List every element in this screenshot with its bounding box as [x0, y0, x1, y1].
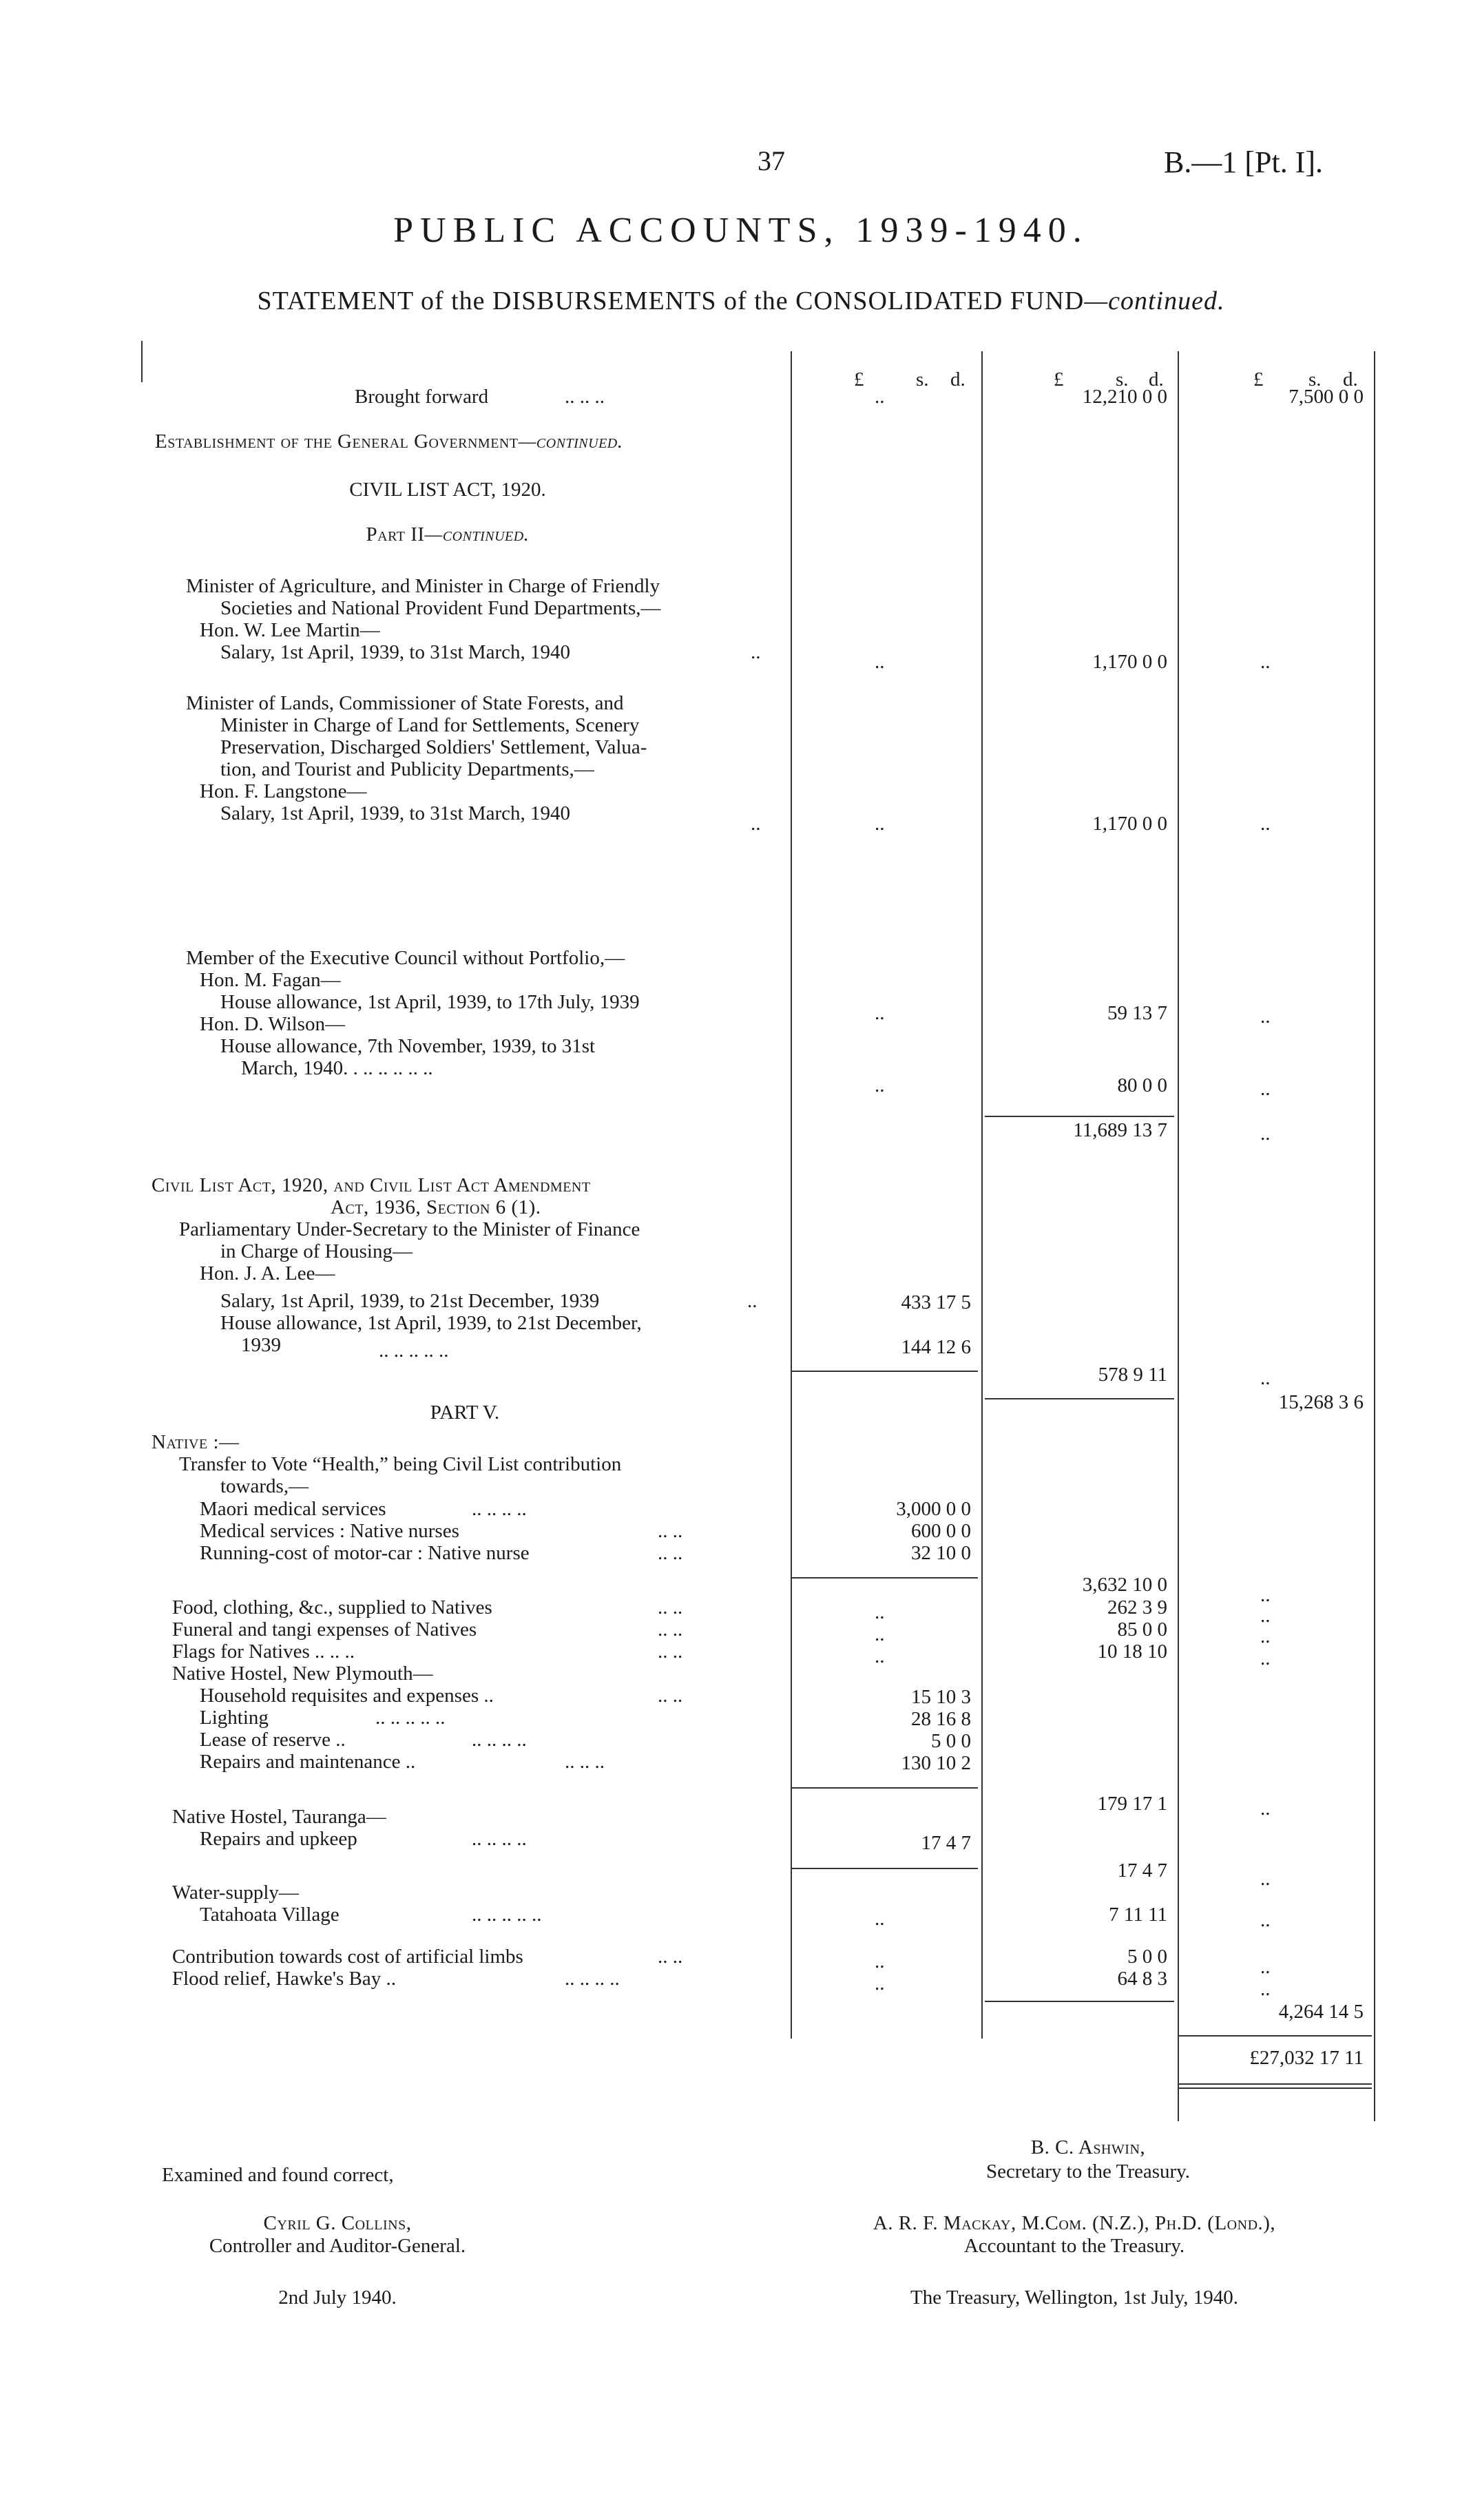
col3-pence-header: d.	[1343, 368, 1358, 391]
motor-car-label: Running-cost of motor-car : Native nurse	[200, 1542, 530, 1564]
transfer-total-col3: ..	[1260, 1584, 1271, 1606]
lighting-leaders: .. .. .. .. ..	[375, 1707, 446, 1729]
hostel-np-total-col2: 179 17 1	[1097, 1793, 1167, 1815]
col1-pence-header: d.	[950, 368, 966, 391]
col2-pound-header: £	[1054, 368, 1064, 391]
brought-forward-col3: 7,500 0 0	[1288, 386, 1364, 408]
margin-rule	[141, 341, 143, 382]
amendment-line-2: Act, 1936, Section 6 (1).	[331, 1196, 541, 1218]
lee-house-leaders: .. .. .. .. ..	[379, 1340, 449, 1362]
wilson-col2: 80 0 0	[1117, 1074, 1167, 1096]
page-title: PUBLIC ACCOUNTS, 1939-1940.	[393, 211, 1089, 250]
col1-pound-header: £	[854, 368, 864, 391]
native-nurses-leaders: .. ..	[658, 1520, 683, 1542]
lands-col3: ..	[1260, 813, 1271, 835]
lee-rule	[792, 1371, 978, 1372]
amendment-line-3: Parliamentary Under-Secretary to the Minister of Finance	[179, 1218, 640, 1240]
hostel-np-rule	[792, 1787, 978, 1789]
brought-forward-col2: 12,210 0 0	[1082, 386, 1167, 408]
collins-name	[124, 2212, 551, 2234]
subtitle-continued: —continued.	[1084, 287, 1225, 315]
agriculture-col1: ..	[875, 651, 885, 673]
flags-label: Flags for Natives .. .. ..	[172, 1641, 355, 1663]
hostel-t-leaders: .. .. .. ..	[472, 1828, 527, 1850]
maori-medical-col1: 3,000 0 0	[896, 1498, 971, 1520]
transfer-rule	[792, 1577, 978, 1579]
lease-col1: 5 0 0	[931, 1730, 971, 1752]
lighting-col1: 28 16 8	[911, 1708, 971, 1730]
agriculture-line-4: Salary, 1st April, 1939, to 31st March, 1940	[220, 641, 570, 663]
amendment-line-6: Salary, 1st April, 1939, to 21st December, 1939	[220, 1290, 600, 1312]
hostel-t-col3: ..	[1260, 1868, 1271, 1890]
lands-col2: 1,170 0 0	[1092, 813, 1167, 835]
funeral-col1: ..	[875, 1623, 885, 1645]
flood-col2: 64 8 3	[1117, 1968, 1167, 1990]
transfer-total-col2: 3,632 10 0	[1082, 1574, 1167, 1596]
funeral-leaders: .. ..	[658, 1618, 683, 1641]
motor-car-col1: 32 10 0	[911, 1542, 971, 1564]
brought-forward-col1: ..	[875, 386, 885, 408]
executive-subtotal-col3: ..	[1260, 1123, 1271, 1145]
flood-label: Flood relief, Hawke's Bay ..	[172, 1968, 396, 1990]
column-rule-1	[791, 351, 792, 2039]
household-label: Household requisites and expenses ..	[200, 1685, 494, 1707]
lee-salary-leaders: ..	[747, 1290, 758, 1312]
water-col2: 7 11 11	[1109, 1904, 1167, 1926]
flood-col3-dots: ..	[1260, 1978, 1271, 2000]
motor-car-leaders: .. ..	[658, 1542, 683, 1564]
agriculture-line-1: Minister of Agriculture, and Minister in Charge of Friendly	[186, 575, 660, 597]
establishment-heading-text: Establishment of the General Government	[155, 430, 519, 452]
mackay-title: Accountant to the Treasury.	[963, 2235, 1185, 2257]
transfer-line-1: Transfer to Vote “Health,” being Civil List contribution	[179, 1453, 622, 1475]
funeral-col3: ..	[1260, 1625, 1271, 1647]
food-leaders: .. ..	[658, 1596, 683, 1618]
wilson-col3: ..	[1260, 1078, 1271, 1100]
lands-line-3: Preservation, Discharged Soldiers' Settlement, Valua-	[220, 736, 647, 758]
mackay-name-text: A. R. F. Mackay, M.Com. (N.Z.), Ph.D. (Lond.),	[873, 2212, 1276, 2234]
hostel-t-heading: Native Hostel, Tauranga—	[172, 1806, 386, 1828]
agriculture-leaders: ..	[751, 641, 761, 663]
lands-line-4: tion, and Tourist and Publicity Departments,—	[220, 758, 594, 780]
flood-leaders: .. .. .. ..	[565, 1968, 620, 1990]
collins-title: Controller and Auditor-General.	[209, 2235, 466, 2257]
funeral-col2: 85 0 0	[1117, 1618, 1167, 1641]
repairs-label: Repairs and maintenance ..	[200, 1751, 416, 1773]
hostel-t-col1: 17 4 7	[921, 1832, 971, 1854]
lands-line-1: Minister of Lands, Commissioner of State Forests, and	[186, 692, 624, 714]
native-nurses-col1: 600 0 0	[911, 1520, 971, 1542]
household-col1: 15 10 3	[911, 1686, 971, 1708]
executive-line-5: House allowance, 7th November, 1939, to 31st	[220, 1035, 596, 1057]
hostel-t-label: Repairs and upkeep	[200, 1828, 357, 1850]
grand-total-rule-bottom-2	[1179, 2087, 1372, 2089]
total-rule-col2	[985, 1398, 1174, 1399]
agriculture-line-3: Hon. W. Lee Martin—	[200, 619, 380, 641]
collins-name-text: Cyril G. Collins,	[263, 2212, 412, 2234]
examined-line: Examined and found correct,	[162, 2164, 394, 2186]
lands-leaders: ..	[751, 813, 761, 835]
grand-total-rule-bottom-1	[1179, 2083, 1372, 2085]
limbs-col3: ..	[1260, 1956, 1271, 1978]
lee-salary-col1: 433 17 5	[901, 1291, 971, 1313]
maori-medical-label: Maori medical services	[200, 1498, 386, 1520]
water-heading: Water-supply—	[172, 1882, 299, 1904]
wilson-col1: ..	[875, 1074, 885, 1096]
column-rule-3	[1178, 351, 1179, 2121]
hostel-np-heading: Native Hostel, New Plymouth—	[172, 1663, 433, 1685]
grand-total-rule-top	[1179, 2035, 1372, 2037]
establishment-heading-continued: —continued.	[518, 430, 623, 452]
brought-forward-label: Brought forward	[355, 386, 489, 408]
part-two-continued: —continued.	[424, 523, 530, 545]
col2-pence-header: d.	[1149, 368, 1164, 391]
water-col1: ..	[875, 1908, 885, 1930]
water-label: Tatahoata Village	[200, 1904, 340, 1926]
section-heading-establishment	[155, 430, 623, 452]
ashwin-name-text: B. C. Ashwin,	[1030, 2136, 1146, 2158]
subtotal-rule	[985, 1116, 1174, 1117]
water-leaders: .. .. .. .. ..	[472, 1904, 542, 1926]
amendment-line-7: House allowance, 1st April, 1939, to 21st December,	[220, 1312, 642, 1334]
lee-total-col3: 15,268 3 6	[1278, 1391, 1364, 1413]
repairs-col1: 130 10 2	[901, 1752, 971, 1774]
col3-pound-header: £	[1253, 368, 1264, 391]
food-col1: ..	[875, 1601, 885, 1623]
flags-leaders: .. ..	[658, 1641, 683, 1663]
lands-col1: ..	[875, 813, 885, 835]
flood-col1: ..	[875, 1972, 885, 1995]
amendment-line-5: Hon. J. A. Lee—	[200, 1262, 335, 1284]
col2-shilling-header: s.	[1116, 368, 1129, 391]
lee-total-col2: 578 9 11	[1098, 1364, 1167, 1386]
limbs-label: Contribution towards cost of artificial limbs	[172, 1946, 523, 1968]
agriculture-line-2: Societies and National Provident Fund Departments,—	[220, 597, 661, 619]
executive-line-3: House allowance, 1st April, 1939, to 17th July, 1939	[220, 991, 640, 1013]
subtitle-main: STATEMENT of the DISBURSEMENTS of the CONSOLIDATED FUND	[257, 287, 1085, 315]
column-rule-4	[1374, 351, 1375, 2121]
ashwin-name	[813, 2136, 1364, 2158]
food-col3: ..	[1260, 1605, 1271, 1627]
lease-leaders: .. .. .. ..	[472, 1729, 527, 1751]
hostel-t-col2: 17 4 7	[1117, 1860, 1167, 1882]
repairs-leaders: .. .. ..	[565, 1751, 605, 1773]
ashwin-title: Secretary to the Treasury.	[985, 2160, 1191, 2183]
funeral-label: Funeral and tangi expenses of Natives	[172, 1618, 477, 1641]
agriculture-col2: 1,170 0 0	[1092, 651, 1167, 673]
civil-list-heading: CIVIL LIST ACT, 1920.	[349, 479, 546, 501]
flags-col2: 10 18 10	[1097, 1641, 1167, 1663]
household-leaders: .. ..	[658, 1685, 683, 1707]
audit-date: 2nd July 1940.	[278, 2287, 397, 2309]
transfer-line-2: towards,—	[220, 1475, 309, 1497]
limbs-leaders: .. ..	[658, 1946, 683, 1968]
column-rule-2	[981, 351, 983, 2039]
limbs-col1: ..	[875, 1950, 885, 1972]
part-two-heading	[207, 523, 689, 545]
part-two-text: Part II	[366, 523, 425, 545]
amendment-line-8: 1939	[241, 1334, 281, 1356]
lands-line-5: Hon. F. Langstone—	[200, 780, 367, 802]
food-col2: 262 3 9	[1107, 1596, 1167, 1618]
amendment-line-4: in Charge of Housing—	[220, 1240, 413, 1262]
mackay-name	[702, 2212, 1446, 2234]
executive-line-1: Member of the Executive Council without Portfolio,—	[186, 947, 625, 969]
statement-subtitle	[190, 286, 1292, 316]
food-label: Food, clothing, &c., supplied to Natives	[172, 1596, 492, 1618]
executive-line-6: March, 1940. . .. .. .. .. ..	[241, 1057, 433, 1079]
fagan-col1: ..	[875, 1002, 885, 1024]
treasury-place-date: The Treasury, Wellington, 1st July, 1940.	[910, 2287, 1238, 2309]
limbs-col2: 5 0 0	[1127, 1946, 1167, 1968]
executive-subtotal-col2: 11,689 13 7	[1073, 1119, 1167, 1141]
lands-line-2: Minister in Charge of Land for Settlements, Scenery	[220, 714, 640, 736]
fagan-col2: 59 13 7	[1107, 1002, 1167, 1024]
brought-forward-leaders: .. .. ..	[565, 386, 605, 408]
lee-house-col1: 144 12 6	[901, 1336, 971, 1358]
document-reference: B.—1 [Pt. I].	[1164, 145, 1323, 179]
col3-shilling-header: s.	[1308, 368, 1322, 391]
flags-col1: ..	[875, 1645, 885, 1667]
native-total-col3: 4,264 14 5	[1278, 2001, 1364, 2023]
lee-total-col3-dots: ..	[1260, 1367, 1271, 1389]
lighting-label: Lighting	[200, 1707, 269, 1729]
grand-total: £27,032 17 11	[1249, 2047, 1364, 2069]
flood-rule	[985, 2001, 1174, 2002]
native-heading: Native :—	[152, 1431, 240, 1453]
hostel-np-total-col3: ..	[1260, 1798, 1271, 1820]
amendment-line-1: Civil List Act, 1920, and Civil List Act Amendment	[152, 1174, 591, 1196]
native-nurses-label: Medical services : Native nurses	[200, 1520, 459, 1542]
lease-label: Lease of reserve ..	[200, 1729, 346, 1751]
executive-line-2: Hon. M. Fagan—	[200, 969, 341, 991]
lands-line-6: Salary, 1st April, 1939, to 31st March, 1940	[220, 802, 570, 824]
flags-col3: ..	[1260, 1647, 1271, 1669]
agriculture-col3: ..	[1260, 651, 1271, 673]
fagan-col3: ..	[1260, 1006, 1271, 1028]
maori-medical-leaders: .. .. .. ..	[472, 1498, 527, 1520]
hostel-t-rule	[792, 1868, 978, 1869]
part-five-heading: PART V.	[430, 1402, 500, 1424]
col1-shilling-header: s.	[916, 368, 929, 391]
water-col3: ..	[1260, 1909, 1271, 1931]
executive-line-4: Hon. D. Wilson—	[200, 1013, 345, 1035]
page-number: 37	[758, 145, 785, 176]
